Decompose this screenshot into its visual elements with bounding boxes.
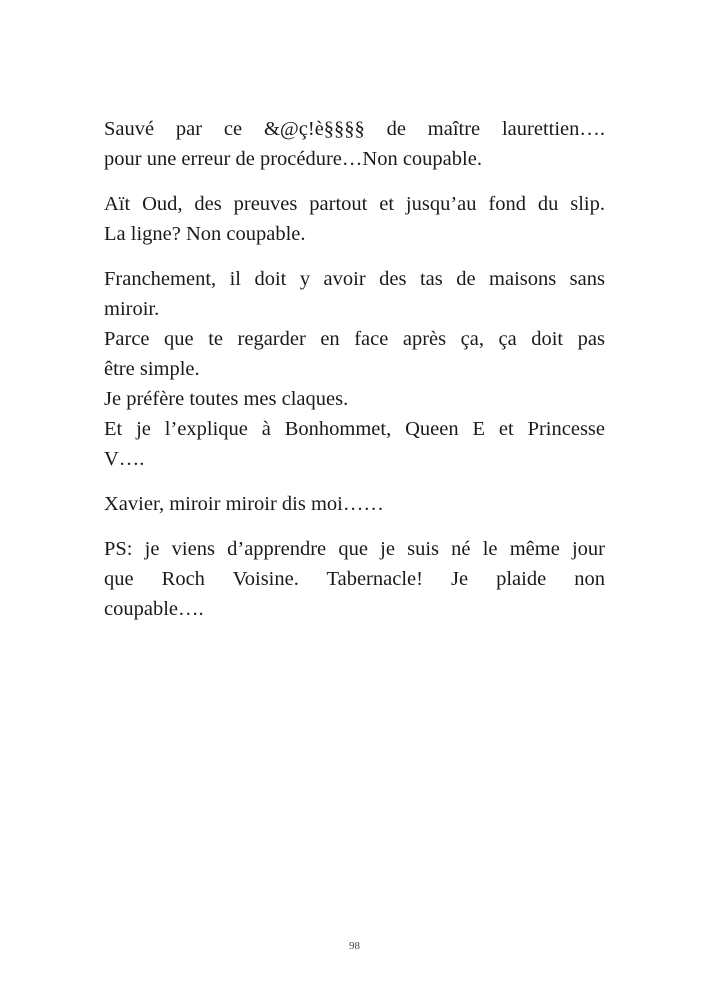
text-line: V….: [104, 448, 145, 470]
text-line: miroir.: [104, 298, 160, 320]
page-number: 98: [349, 940, 360, 952]
text-line: Aït Oud, des preuves partout et jusqu’au fond du slip.: [104, 193, 605, 215]
text-line: pour une erreur de procédure…Non coupable.: [104, 148, 482, 170]
text-line: PS: je viens d’apprendre que je suis né le même jour: [104, 538, 605, 560]
paragraph: [104, 534, 605, 624]
paragraph: [104, 489, 605, 519]
text-line: Franchement, il doit y avoir des tas de maisons sans: [104, 268, 605, 290]
paragraph: [104, 114, 605, 174]
text-line: Et je l’explique à Bonhommet, Queen E et Princesse: [104, 418, 605, 440]
text-line: Xavier, miroir miroir dis moi……: [104, 493, 384, 515]
paragraph: [104, 189, 605, 249]
document-body: [104, 114, 605, 639]
text-line: être simple.: [104, 358, 200, 380]
text-line: Parce que te regarder en face après ça, ça doit pas: [104, 328, 605, 350]
text-line: que Roch Voisine. Tabernacle! Je plaide non: [104, 568, 605, 590]
paragraph: [104, 264, 605, 474]
text-line: La ligne? Non coupable.: [104, 223, 306, 245]
text-line: coupable….: [104, 598, 204, 620]
text-line: Je préfère toutes mes claques.: [104, 388, 349, 410]
text-line: Sauvé par ce &@ç!è§§§§ de maître laurettien….: [104, 118, 605, 140]
